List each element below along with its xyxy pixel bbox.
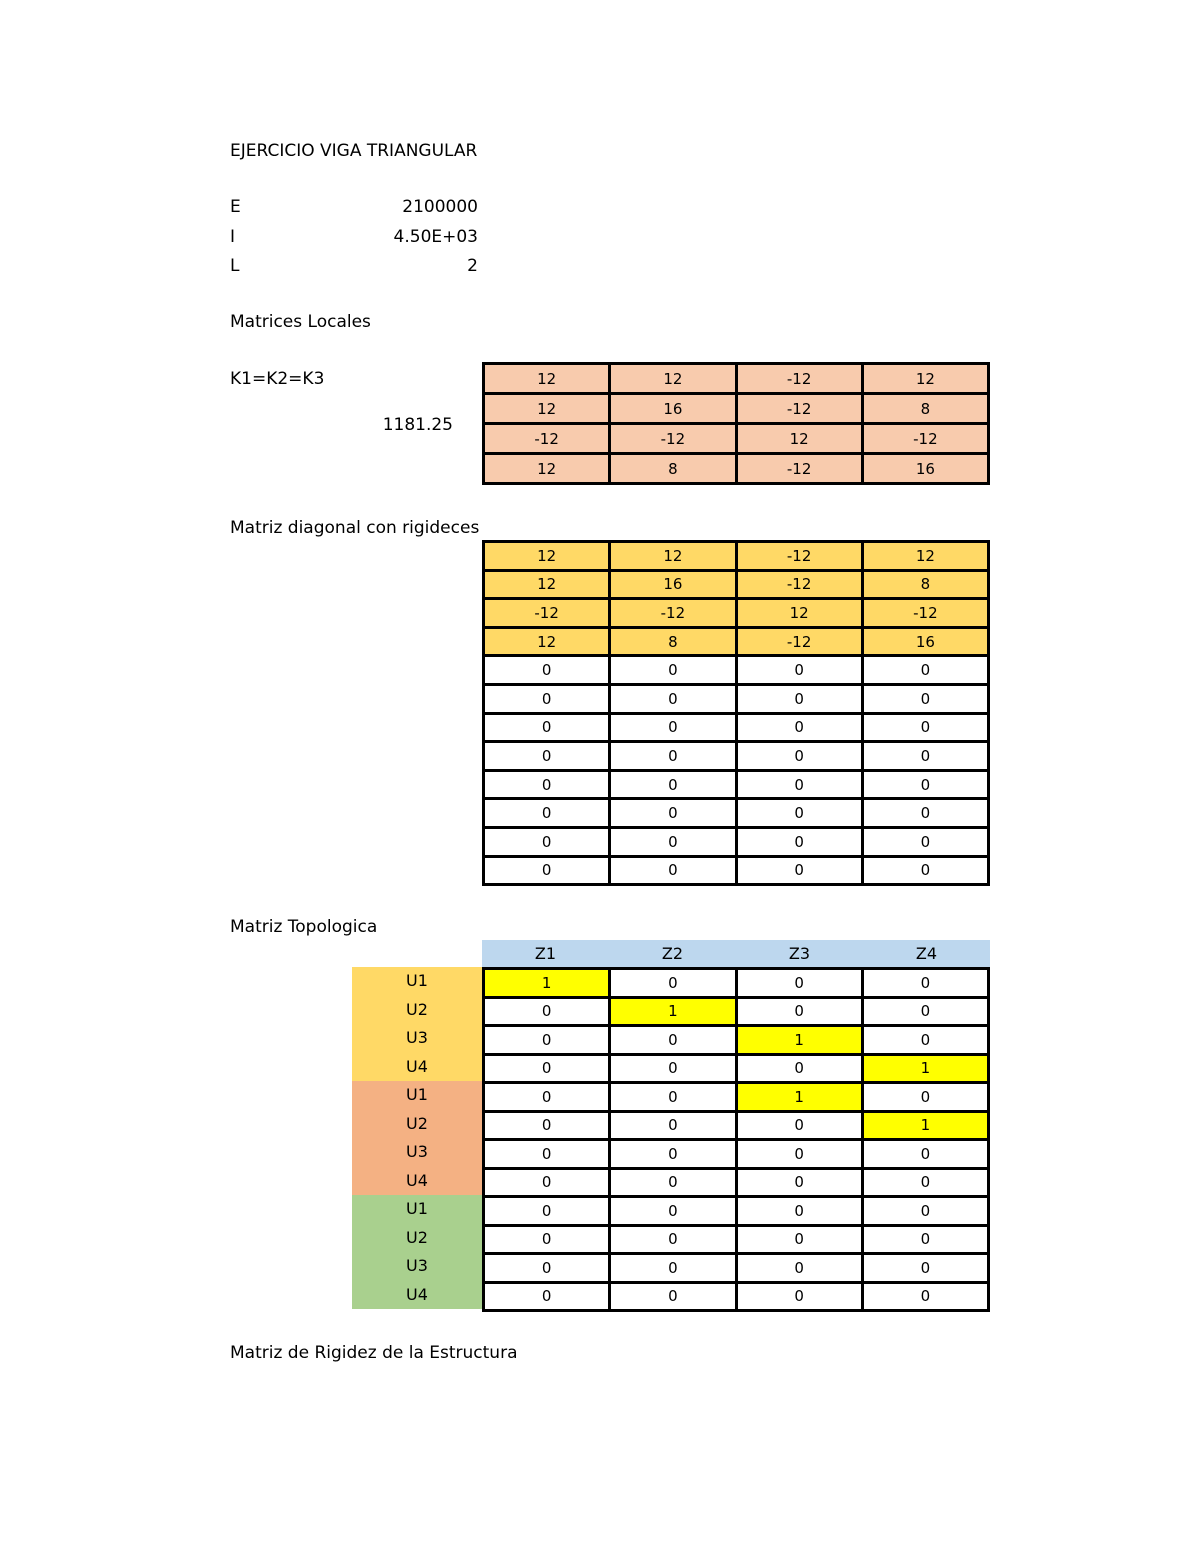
column-header: Z3 [788,944,811,963]
topologica-row [484,1225,989,1254]
matrix-cell: 0 [610,656,736,685]
diagonal-row [484,742,989,771]
matrix-cell: -12 [610,599,736,628]
local-row [484,364,989,394]
matrix-cell: 0 [862,997,988,1026]
matrix-cell: 12 [484,570,610,599]
matrix-cell: 0 [862,827,988,856]
estructura-heading: Matriz de Rigidez de la Estructura [230,1343,518,1363]
matrix-cell: 8 [610,627,736,656]
page-title: EJERCICIO VIGA TRIANGULAR [230,141,478,161]
matrix-cell: 1 [862,1054,988,1083]
matrix-cell: 0 [610,969,736,998]
local-heading: Matrices Locales [230,312,371,332]
matrix-cell: 1 [484,969,610,998]
matrix-cell: -12 [736,570,862,599]
matrix-cell: 0 [484,770,610,799]
matrix-cell: 0 [484,827,610,856]
matrix-cell: 0 [610,827,736,856]
matrix-cell: 0 [484,1111,610,1140]
column-header: Z4 [915,944,938,963]
matrix-cell: 0 [484,799,610,828]
matrix-cell: 0 [610,1225,736,1254]
matrix-cell: 0 [862,1254,988,1283]
diagonal-heading: Matriz diagonal con rigideces [230,518,480,538]
matrix-cell: 0 [736,1197,862,1226]
matrix-cell: 0 [862,1225,988,1254]
matrix-cell: 1 [610,997,736,1026]
matrix-cell: 0 [736,1225,862,1254]
matrix-cell: 16 [862,627,988,656]
diagonal-matrix [482,540,990,886]
row-label: U2 [352,1110,482,1139]
matrix-cell: 0 [736,1282,862,1311]
matrix-cell: -12 [736,627,862,656]
matrix-cell: 0 [736,799,862,828]
matrix-cell: 0 [484,1254,610,1283]
matrix-cell: 0 [862,656,988,685]
topologica-row [484,1083,989,1112]
matrix-cell: 0 [862,742,988,771]
matrix-cell: 12 [862,364,988,394]
diagonal-row [484,770,989,799]
row-label: U3 [352,1024,482,1053]
local-row [484,394,989,424]
matrix-cell: 0 [736,856,862,885]
matrix-cell: 0 [736,1140,862,1169]
matrix-cell: -12 [862,424,988,454]
matrix-cell: 0 [610,1282,736,1311]
diagonal-row [484,627,989,656]
matrix-cell: 16 [610,394,736,424]
local-label: K1=K2=K3 [230,369,325,389]
diagonal-row [484,856,989,885]
diagonal-row [484,656,989,685]
column-header: Z1 [534,944,557,963]
row-label: U1 [352,1195,482,1224]
matrix-cell: 0 [610,713,736,742]
matrix-cell: 1 [736,1026,862,1055]
topologica-row [484,1282,989,1311]
matrix-cell: 0 [736,713,862,742]
matrix-cell: 12 [862,542,988,571]
matrix-cell: -12 [736,364,862,394]
matrix-cell: -12 [610,424,736,454]
matrix-cell: 0 [484,1054,610,1083]
matrix-cell: 0 [862,856,988,885]
local-matrix [482,362,990,485]
matrix-cell: 8 [862,570,988,599]
matrix-cell: 0 [484,713,610,742]
diagonal-row [484,542,989,571]
matrix-cell: 0 [610,1168,736,1197]
matrix-cell: 0 [736,1168,862,1197]
topologica-row [484,1026,989,1055]
row-label: U4 [352,1053,482,1082]
topologica-row [484,1111,989,1140]
matrix-cell: 0 [862,969,988,998]
matrix-cell: 12 [484,394,610,424]
matrix-cell: 0 [610,1083,736,1112]
matrix-cell: 16 [610,570,736,599]
matrix-cell: -12 [736,542,862,571]
row-label: U3 [352,1138,482,1167]
param-e-label: E [230,197,241,217]
matrix-cell: -12 [484,424,610,454]
row-label: U3 [352,1252,482,1281]
matrix-cell: 0 [736,969,862,998]
matrix-cell: 0 [862,1282,988,1311]
matrix-cell: 16 [862,454,988,484]
matrix-cell: 0 [736,827,862,856]
matrix-cell: 0 [862,770,988,799]
matrix-cell: 0 [736,656,862,685]
row-label: U4 [352,1281,482,1310]
matrix-cell: 0 [610,1026,736,1055]
matrix-cell: 0 [610,1254,736,1283]
param-i-value: 4.50E+03 [393,227,478,247]
matrix-cell: -12 [736,454,862,484]
column-header: Z2 [661,944,684,963]
matrix-cell: 0 [484,1140,610,1169]
matrix-cell: 0 [610,1140,736,1169]
diagonal-row [484,570,989,599]
matrix-cell: 0 [736,684,862,713]
topologica-row [484,1254,989,1283]
matrix-cell: 12 [736,599,862,628]
matrix-cell: 0 [862,799,988,828]
topologica-row [484,1168,989,1197]
row-label: U1 [352,1081,482,1110]
diagonal-row [484,684,989,713]
param-l-label: L [230,256,240,276]
matrix-cell: 12 [484,364,610,394]
matrix-cell: 0 [610,770,736,799]
matrix-cell: 0 [736,1254,862,1283]
matrix-cell: 8 [610,454,736,484]
matrix-cell: 0 [862,684,988,713]
topologica-matrix [482,967,990,1312]
local-row [484,454,989,484]
row-label: U2 [352,1224,482,1253]
matrix-cell: 0 [610,856,736,885]
matrix-cell: 0 [484,1026,610,1055]
matrix-cell: 0 [862,713,988,742]
matrix-cell: 8 [862,394,988,424]
matrix-cell: 0 [610,799,736,828]
diagonal-row [484,799,989,828]
matrix-cell: 0 [862,1140,988,1169]
matrix-cell: 0 [484,1168,610,1197]
diagonal-row [484,827,989,856]
matrix-cell: 0 [862,1197,988,1226]
topologica-row [484,997,989,1026]
matrix-cell: 0 [610,1111,736,1140]
matrix-cell: 0 [862,1083,988,1112]
matrix-cell: -12 [862,599,988,628]
local-row [484,424,989,454]
diagonal-row [484,713,989,742]
param-l-value: 2 [467,256,478,276]
matrix-cell: 0 [484,656,610,685]
matrix-cell: 0 [736,997,862,1026]
matrix-cell: 0 [736,742,862,771]
matrix-cell: -12 [484,599,610,628]
matrix-cell: -12 [736,394,862,424]
matrix-cell: 0 [736,770,862,799]
topologica-column-header [482,940,990,968]
matrix-cell: 0 [862,1168,988,1197]
topologica-row [484,1197,989,1226]
matrix-cell: 0 [736,1111,862,1140]
matrix-cell: 0 [610,1197,736,1226]
matrix-cell: 0 [484,684,610,713]
matrix-cell: 0 [484,856,610,885]
row-label: U2 [352,996,482,1025]
matrix-cell: 0 [610,684,736,713]
matrix-cell: 0 [610,1054,736,1083]
matrix-cell: 0 [484,1282,610,1311]
topologica-row [484,1054,989,1083]
matrix-cell: 12 [610,542,736,571]
topologica-row [484,969,989,998]
matrix-cell: 12 [736,424,862,454]
row-label: U1 [352,967,482,996]
param-e-value: 2100000 [402,197,478,217]
matrix-cell: 12 [484,542,610,571]
local-factor: 1181.25 [382,415,453,435]
matrix-cell: 0 [484,1225,610,1254]
matrix-cell: 12 [484,454,610,484]
row-label: U4 [352,1167,482,1196]
matrix-cell: 1 [862,1111,988,1140]
matrix-cell: 0 [484,997,610,1026]
param-i-label: I [230,227,236,247]
matrix-cell: 12 [484,627,610,656]
topologica-row [484,1140,989,1169]
matrix-cell: 0 [484,742,610,771]
matrix-cell: 0 [484,1083,610,1112]
matrix-cell: 0 [484,1197,610,1226]
matrix-cell: 0 [862,1026,988,1055]
diagonal-row [484,599,989,628]
matrix-cell: 0 [736,1054,862,1083]
matrix-cell: 1 [736,1083,862,1112]
topologica-heading: Matriz Topologica [230,917,378,937]
matrix-cell: 0 [610,742,736,771]
matrix-cell: 12 [610,364,736,394]
